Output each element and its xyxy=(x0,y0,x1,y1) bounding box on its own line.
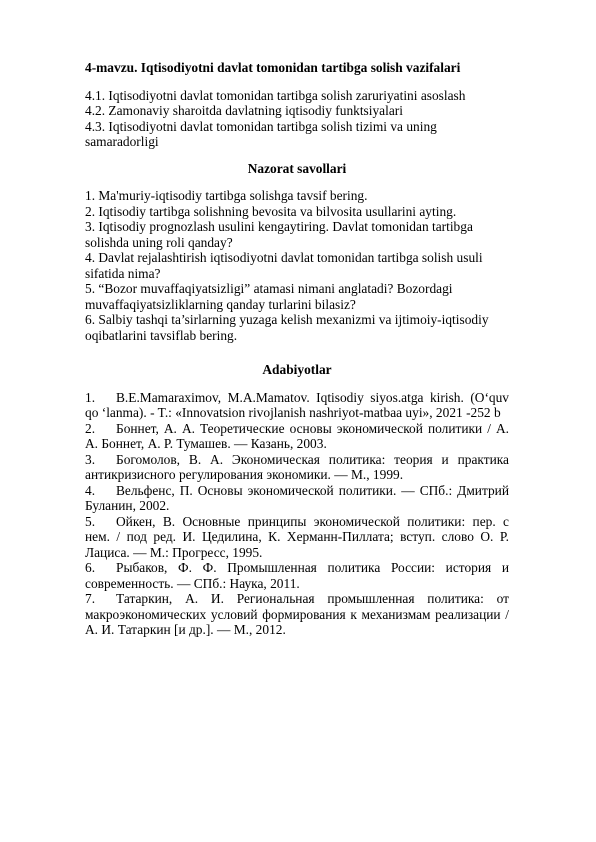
page-title: 4-mavzu. Iqtisodiyotni davlat tomonidan tartibga solish vazifalari xyxy=(85,60,461,75)
document-page xyxy=(85,60,509,638)
question-item: 2. Iqtisodiy tartibga solishning bevosita va bilvosita usullarini ayting. xyxy=(85,203,457,219)
reference-number: 1. xyxy=(85,389,96,405)
reference-text: Богомолов, В. А. Экономическая политика: теория и практика антикризисного регулирования экономики. — М., 1999. xyxy=(85,451,509,482)
reference-item xyxy=(85,560,509,591)
reference-item xyxy=(85,591,509,638)
question-list xyxy=(85,188,509,343)
question-item: 6. Salbiy tashqi ta’sirlarning yuzaga kelish mexanizmi va ijtimoiy-iqtisodiy oqibatlarini tavsiflab bering. xyxy=(85,312,489,343)
reference-text: B.E.Mamaraximov, M.A.Mamatov. Iqtisodiy siyos.atga kirish. (O‘quv qo ‘lanma). - T.: «Innovatsion rivojlanish nashriyot-matbaa uyi», 2021 -252 b xyxy=(85,389,509,420)
reference-number: 7. xyxy=(85,591,96,606)
questions-heading: Nazorat savollari xyxy=(247,160,347,176)
question-item: 1. Ma'muriy-iqtisodiy tartibga solishga tavsif bering. xyxy=(85,188,368,203)
topic-list xyxy=(85,88,509,150)
reference-list xyxy=(85,390,509,638)
topic-item: 4.1. Iqtisodiyotni davlat tomonidan tartibga solish zaruriyatini asoslash xyxy=(85,87,466,103)
question-item: 5. “Bozor muvaffaqiyatsizligi” atamasi nimani anglatadi? Bozordagi muvaffaqiyatsizliklarning qanday turlarini bilasiz? xyxy=(85,281,453,312)
reference-item xyxy=(85,514,509,561)
reference-text: Боннет, А. А. Теоретические основы экономической политики / А. А. Боннет, А. Р. Тумашев. — Казань, 2003. xyxy=(85,420,509,451)
references-heading: Adabiyotlar xyxy=(262,362,332,377)
reference-item xyxy=(85,483,509,514)
reference-text: Рыбаков, Ф. Ф. Промышленная политика России: история и современность. — СПб.: Наука, 2011. xyxy=(85,560,509,591)
reference-item xyxy=(85,390,509,421)
question-item: 3. Iqtisodiy prognozlash usulini kengaytiring. Davlat tomonidan tartibga solishda uning roli qanday? xyxy=(85,219,473,250)
topic-item: 4.3. Iqtisodiyotni davlat tomonidan tartibga solish tizimi va uning samaradorligi xyxy=(85,118,437,149)
reference-number: 3. xyxy=(85,451,96,467)
reference-item xyxy=(85,452,509,483)
reference-text: Татаркин, А. И. Региональная промышленная политика: от макроэкономических условий формирования к механизмам реализации / А. И. Татаркин [и др.]. — М., 2012. xyxy=(85,591,509,637)
reference-number: 4. xyxy=(85,482,96,498)
reference-item xyxy=(85,421,509,452)
reference-text: Ойкен, В. Основные принципы экономической политики: пер. с нем. / под ред. И. Цедилина, К. Херманн-Пиллата; вступ. слово О. Р. Лациса. — М.: Прогресс, 1995. xyxy=(85,513,509,560)
reference-number: 2. xyxy=(85,420,96,436)
reference-number: 5. xyxy=(85,513,96,529)
reference-number: 6. xyxy=(85,560,96,575)
topic-item: 4.2. Zamonaviy sharoitda davlatning iqtisodiy funktsiyalari xyxy=(85,103,403,118)
reference-text: Вельфенс, П. Основы экономической политики. — СПб.: Дмитрий Буланин, 2002. xyxy=(85,482,509,513)
question-item: 4. Davlat rejalashtirish iqtisodiyotni davlat tomonidan tartibga solish usuli sifatida nima? xyxy=(85,250,483,281)
